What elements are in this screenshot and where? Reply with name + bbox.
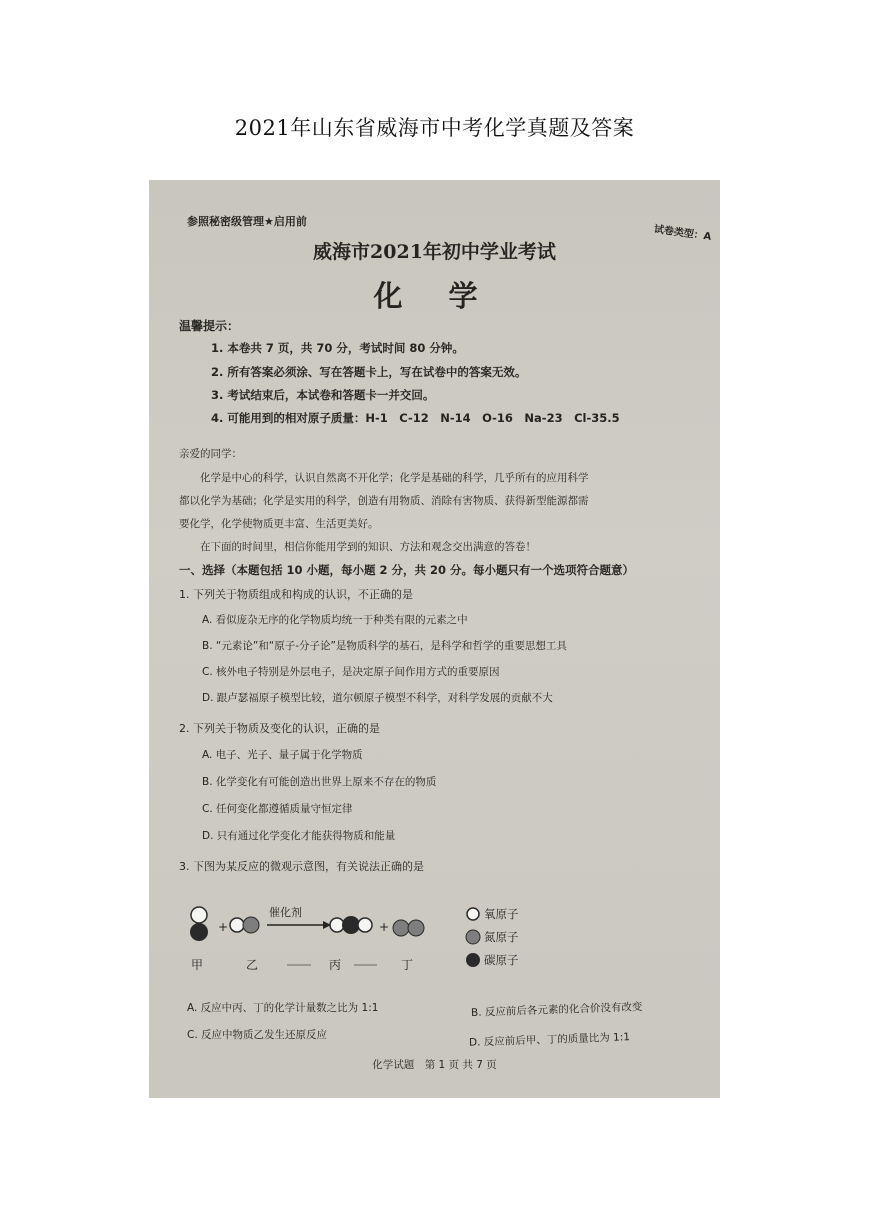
tips-heading: 温馨提示：	[179, 319, 240, 333]
question-1-option: A. 看似庞杂无序的化学物质均统一于种类有限的元素之中	[202, 614, 468, 626]
reaction-diagram	[149, 180, 720, 1098]
catalyst-label: 催化剂	[269, 906, 302, 919]
question-3-option: C. 反应中物质乙发生还原反应	[187, 1029, 328, 1041]
intro-line: 都以化学为基础；化学是实用的科学，创造有用物质、消除有害物质、获得新型能源都需	[179, 495, 589, 507]
molecule-jia-carbon-atom	[190, 923, 208, 941]
legend-oxygen-label: 氧原子	[484, 907, 519, 921]
page-footer: 化学试题 第 1 页 共 7 页	[372, 1059, 497, 1071]
legend-oxygen-symbol	[467, 908, 479, 920]
legend-nitrogen-label: 氮原子	[484, 930, 519, 944]
plus-sign: +	[218, 920, 229, 934]
intro-line: 化学是中心的科学，认识自然离不开化学；化学是基础的科学，几乎所有的应用科学	[179, 472, 589, 484]
greeting: 亲爱的同学：	[179, 448, 242, 460]
question-3-option: A. 反应中丙、丁的化学计量数之比为 1:1	[187, 1002, 379, 1014]
tip-item: 4. 可能用到的相对原子质量：H-1 C-12 N-14 O-16 Na-23 Cl-35.5	[211, 411, 620, 425]
question-2-option: D. 只有通过化学变化才能获得物质和能量	[202, 830, 396, 842]
question-2-option: C. 任何变化都遵循质量守恒定律	[202, 803, 353, 815]
molecule-label-jia: 甲	[191, 958, 204, 972]
molecule-jia-oxygen-atom	[191, 907, 207, 923]
molecule-label-yi: 乙	[246, 958, 259, 972]
document-title: 2021年山东省威海市中考化学真题及答案	[234, 116, 635, 140]
tip-item: 1. 本卷共 7 页，共 70 分，考试时间 80 分钟。	[211, 341, 464, 355]
legend-nitrogen-symbol	[466, 930, 480, 944]
section-heading: 一、选择（本题包括 10 小题，每小题 2 分，共 20 分。每小题只有一个选项符合题意）	[179, 563, 635, 577]
tip-item: 3. 考试结束后，本试卷和答题卡一并交回。	[211, 388, 435, 402]
legend-carbon-label: 碳原子	[484, 953, 519, 967]
question-3-option: D. 反应前后甲、丁的质量比为 1:1	[468, 1031, 631, 1049]
tip-item: 2. 所有答案必须涂、写在答题卡上，写在试卷中的答案无效。	[211, 365, 527, 379]
subject-title: 化 学	[373, 279, 496, 313]
molecule-yi-nitrogen-atom	[243, 917, 259, 933]
intro-line: 在下面的时间里，相信你能用学到的知识、方法和观念交出满意的答卷！	[179, 541, 536, 553]
exam-paper-photo	[149, 180, 720, 1098]
question-1-stem: 1. 下列关于物质组成和构成的认识，不正确的是	[179, 588, 413, 601]
question-2-option: B. 化学变化有可能创造出世界上原来不存在的物质	[202, 776, 437, 788]
molecule-ding-nitrogen-atom	[408, 920, 424, 936]
question-1-option: C. 核外电子特别是外层电子，是决定原子间作用方式的重要原因	[202, 666, 500, 678]
question-3-option: B. 反应前后各元素的化合价没有改变	[470, 1001, 643, 1019]
plus-sign: +	[379, 920, 390, 934]
legend-carbon-symbol	[466, 953, 480, 967]
molecule-bing-oxygen-atom	[358, 918, 372, 932]
question-2-option: A. 电子、光子、量子属于化学物质	[202, 749, 363, 761]
intro-line: 要化学，化学使物质更丰富、生活更美好。	[179, 518, 379, 530]
molecule-ding-nitrogen-atom	[393, 920, 409, 936]
molecule-label-bing: 丙	[329, 958, 342, 972]
molecule-bing-oxygen-atom	[330, 918, 344, 932]
exam-title: 威海市2021年初中学业考试	[313, 241, 556, 263]
confidential-seal: 参照秘密级管理★启用前	[187, 215, 307, 228]
question-1-option: B. “元素论”和“原子-分子论”是物质科学的基石，是科学和哲学的重要思想工具	[202, 640, 567, 652]
paper-type-label: 试卷类型：A	[653, 224, 712, 243]
question-1-option: D. 跟卢瑟福原子模型比较，道尔顿原子模型不科学，对科学发展的贡献不大	[202, 692, 553, 704]
molecule-yi-oxygen-atom	[230, 918, 244, 932]
molecule-label-ding: 丁	[401, 958, 414, 972]
question-3-stem: 3. 下图为某反应的微观示意图，有关说法正确的是	[179, 860, 424, 873]
question-2-stem: 2. 下列关于物质及变化的认识，正确的是	[179, 722, 380, 735]
